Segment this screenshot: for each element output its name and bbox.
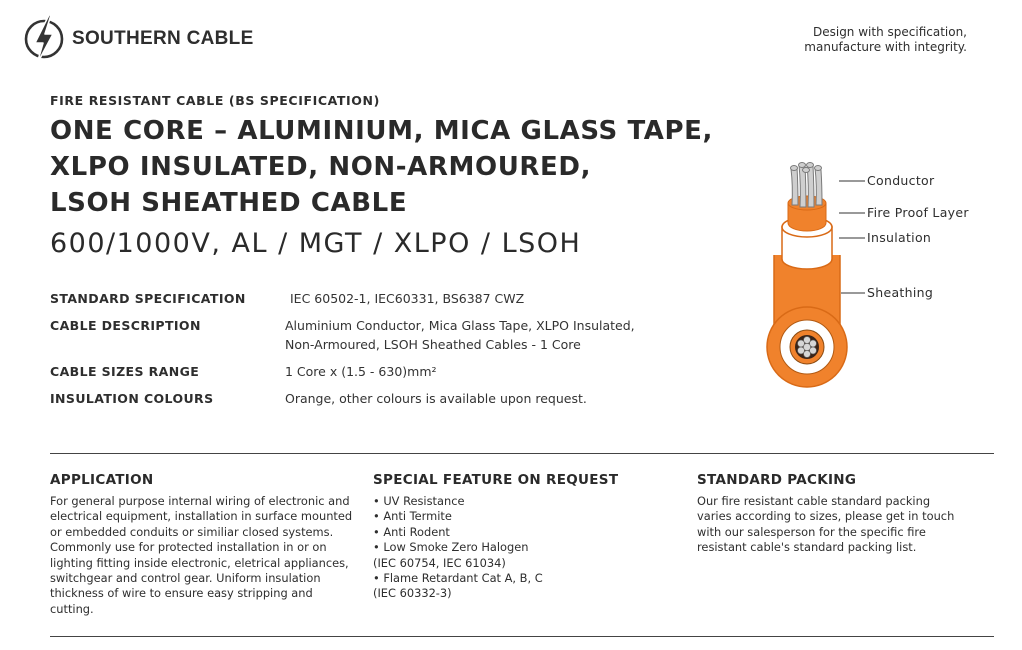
application-body: For general purpose internal wiring of electronic and electrical equipment, installation in surface mounted or embedded conduits or similiar closed systems. Commonly use for protected installation in or on lighting fitting inside electronic, eletrical appliances, switchgear and control gear. Uniform insulation thickness of wire to ensure easy stripping and cutting. <box>50 494 353 616</box>
brand-logo-icon <box>22 12 66 66</box>
spec-label-standard: STANDARD SPECIFICATION <box>50 291 246 306</box>
product-category: FIRE RESISTANT CABLE (BS SPECIFICATION) <box>50 93 380 108</box>
spec-label-description: CABLE DESCRIPTION <box>50 318 201 333</box>
spec-label-sizes: CABLE SIZES RANGE <box>50 364 200 379</box>
list-item: • Flame Retardant Cat A, B, C <box>373 571 543 586</box>
tagline-line-1: Design with specification, <box>812 25 967 39</box>
special-feature-list <box>373 494 678 602</box>
tagline-line-2: manufacture with integrity. <box>804 40 967 54</box>
label-fire-proof-layer: Fire Proof Layer <box>867 205 969 220</box>
packing-section <box>697 472 962 556</box>
cable-cross-section-diagram <box>755 155 985 395</box>
spec-value-standard: IEC 60502-1, IEC60331, BS6387 CWZ <box>290 291 525 306</box>
special-feature-heading: SPECIAL FEATURE ON REQUEST <box>373 472 619 488</box>
spec-value-sizes: 1 Core x (1.5 - 630)mm² <box>285 364 437 379</box>
list-item: • Anti Termite <box>373 509 452 524</box>
packing-heading: STANDARD PACKING <box>697 472 857 488</box>
product-title-line-3: LSOH SHEATHED CABLE <box>50 188 408 218</box>
list-item: • Anti Rodent <box>373 524 450 539</box>
brand-name: SOUTHERN CABLE <box>72 28 254 49</box>
list-item: • Low Smoke Zero Halogen <box>373 540 529 555</box>
list-item: (IEC 60332-3) <box>373 586 452 601</box>
application-heading: APPLICATION <box>50 472 154 488</box>
spec-value-colours: Orange, other colours is available upon request. <box>285 391 587 406</box>
spec-label-colours: INSULATION COLOURS <box>50 391 214 406</box>
product-title-line-2: XLPO INSULATED, NON-ARMOURED, <box>50 152 592 182</box>
divider-top <box>50 453 994 454</box>
packing-body: Our fire resistant cable standard packing varies according to sizes, please get in touch with our salesperson for the specific fire resistant cable's standard packing list. <box>697 494 955 555</box>
label-sheathing: Sheathing <box>867 285 934 300</box>
product-title-line-1: ONE CORE – ALUMINIUM, MICA GLASS TAPE, <box>50 116 714 146</box>
spec-value-description-line-1: Aluminium Conductor, Mica Glass Tape, XLPO Insulated, <box>285 318 635 333</box>
label-conductor: Conductor <box>867 173 935 188</box>
divider-bottom <box>50 636 994 637</box>
label-insulation: Insulation <box>867 230 932 245</box>
list-item: • UV Resistance <box>373 494 465 508</box>
tagline <box>804 25 967 55</box>
special-feature-section <box>373 472 678 602</box>
list-item: (IEC 60754, IEC 61034) <box>373 555 506 570</box>
conductor-strands <box>791 163 823 208</box>
spec-value-description-line-2: Non-Armoured, LSOH Sheathed Cables - 1 Core <box>285 337 581 352</box>
application-section <box>50 472 355 617</box>
product-subtitle: 600/1000V, AL / MGT / XLPO / LSOH <box>50 228 582 259</box>
